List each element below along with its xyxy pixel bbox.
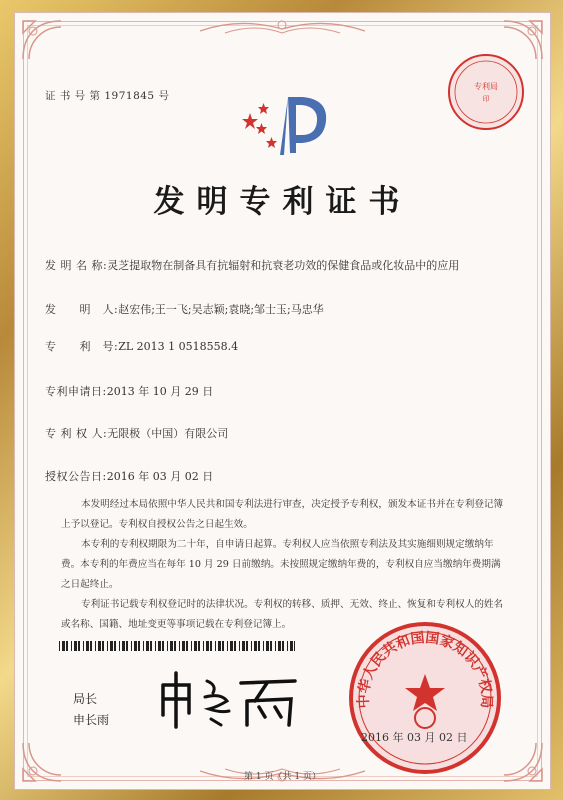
certificate-body <box>61 495 506 635</box>
body-paragraph: 本发明经过本局依照中华人民共和国专利法进行审查，决定授予专利权，颁发本证书并在专利登记簿上予以登记。专利权自授权公告之日起生效。 <box>61 499 504 530</box>
invention-name-field <box>45 257 515 274</box>
top-ornament-icon <box>195 15 370 37</box>
patentee-label: 专 利 权 人: <box>45 427 108 440</box>
patent-number-label: 专 利 号: <box>45 340 119 353</box>
invention-name-value: 灵芝提取物在制备具有抗辐射和抗衰老功效的保健食品或化妆品中的应用 <box>107 259 460 272</box>
filing-date-value: 2013 年 10 月 29 日 <box>106 385 214 398</box>
page-title: 发明专利证书 <box>153 184 412 220</box>
official-seal-stamp-icon <box>345 618 505 778</box>
filing-date-label: 专利申请日: <box>45 385 107 398</box>
barcode-icon <box>59 641 295 651</box>
director-title: 局长 <box>73 692 98 706</box>
svg-text:专利局: 专利局 <box>474 82 498 91</box>
inventor-label: 发 明 人: <box>45 303 119 316</box>
certificate-number: 证 书 号 第 1971845 号 <box>45 90 170 102</box>
inventor-field <box>45 301 324 318</box>
signature-icon <box>155 667 300 729</box>
page-number: 第 1 页（共 1 页） <box>244 772 321 782</box>
certificate-paper <box>14 12 551 790</box>
body-paragraph: 本专利的专利权期限为二十年，自申请日起算。专利权人应当依照专利法及其实施细则规定缴纳年费。本专利的年费应当在每年 10 月 29 日前缴纳。未按照规定缴纳年费的，专利权自应当缴纳年费期满之日起终止。 <box>61 539 501 590</box>
patentee-field <box>45 425 228 442</box>
patent-office-logo-icon <box>240 89 340 159</box>
seal-date: 2016 年 03 月 02 日 <box>361 731 468 744</box>
patent-number-field <box>45 338 238 355</box>
svg-text:印: 印 <box>482 95 490 103</box>
patentee-value: 无限极（中国）有限公司 <box>107 427 229 440</box>
invention-name-label: 发 明 名 称: <box>45 259 108 272</box>
svg-text:中华人民共和国国家知识产权局: 中华人民共和国国家知识产权局 <box>355 630 495 709</box>
grant-date-label: 授权公告日: <box>45 470 107 483</box>
inventor-value: 赵宏伟;王一飞;吴志颖;袁晓;邹士玉;马忠华 <box>118 303 324 316</box>
body-paragraph: 专利证书记载专利权登记时的法律状况。专利权的转移、质押、无效、终止、恢复和专利权人的姓名或名称、国籍、地址变更等事项记载在专利登记簿上。 <box>61 599 504 630</box>
corner-ornament-icon <box>19 17 65 63</box>
grant-date-field <box>45 468 213 485</box>
small-seal-stamp-icon <box>445 51 527 133</box>
filing-date-field <box>45 383 213 400</box>
patent-number-value: ZL 2013 1 0518558.4 <box>118 340 239 353</box>
grant-date-value: 2016 年 03 月 02 日 <box>106 470 214 483</box>
director-name: 申长雨 <box>73 713 110 727</box>
